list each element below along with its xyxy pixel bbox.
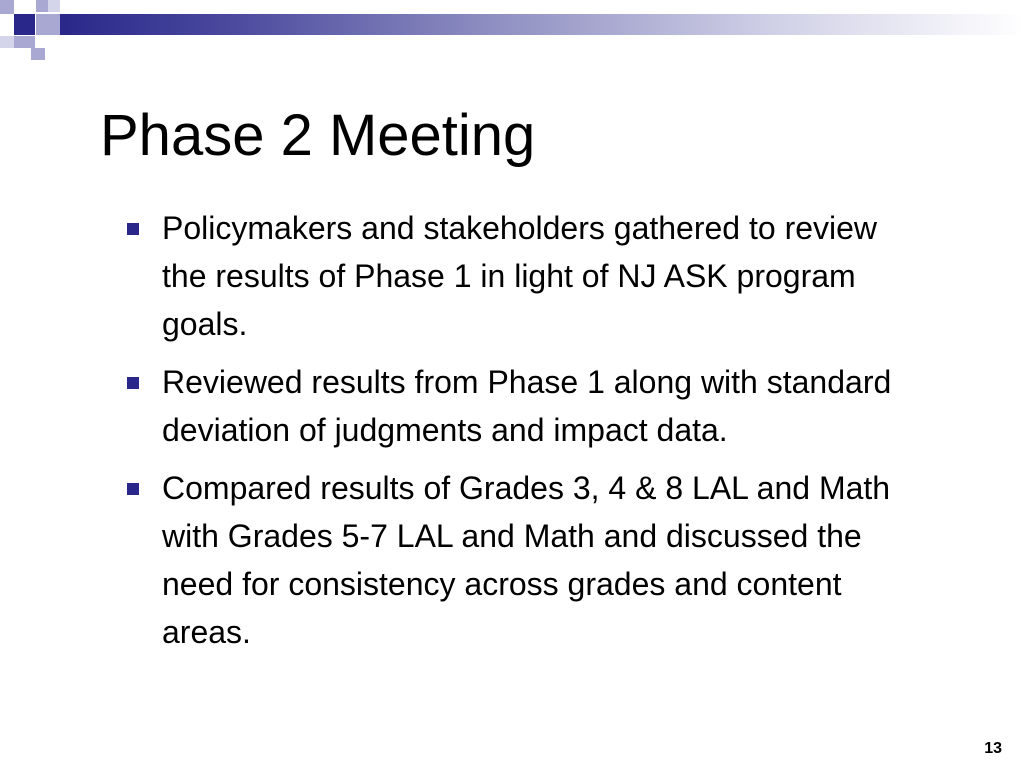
decor-square-icon — [36, 14, 60, 35]
bullet-item — [127, 464, 907, 656]
bullet-text: Reviewed results from Phase 1 along with standard deviation of judgments and impact data. — [162, 364, 892, 448]
square-bullet-icon — [127, 223, 139, 235]
decor-square-icon — [48, 0, 60, 12]
bullet-item — [127, 204, 907, 348]
decor-square-icon — [31, 48, 45, 60]
bullet-item — [127, 358, 907, 454]
slide-title: Phase 2 Meeting — [100, 103, 536, 168]
decor-square-icon — [0, 0, 14, 14]
decor-square-icon — [0, 36, 14, 48]
bullet-text: Policymakers and stakeholders gathered to review the results of Phase 1 in light of NJ ASK program goals. — [162, 210, 878, 342]
square-bullet-icon — [127, 483, 139, 495]
bullet-list — [127, 204, 907, 666]
decor-square-icon — [36, 0, 48, 12]
decor-square-icon — [14, 36, 35, 48]
decor-square-icon — [14, 14, 35, 35]
square-bullet-icon — [127, 377, 139, 389]
header-gradient-band — [60, 14, 1024, 35]
slide-number: 13 — [984, 740, 1002, 757]
bullet-text: Compared results of Grades 3, 4 & 8 LAL and Math with Grades 5-7 LAL and Math and discussed the need for consistency across grades and content areas. — [162, 470, 891, 650]
